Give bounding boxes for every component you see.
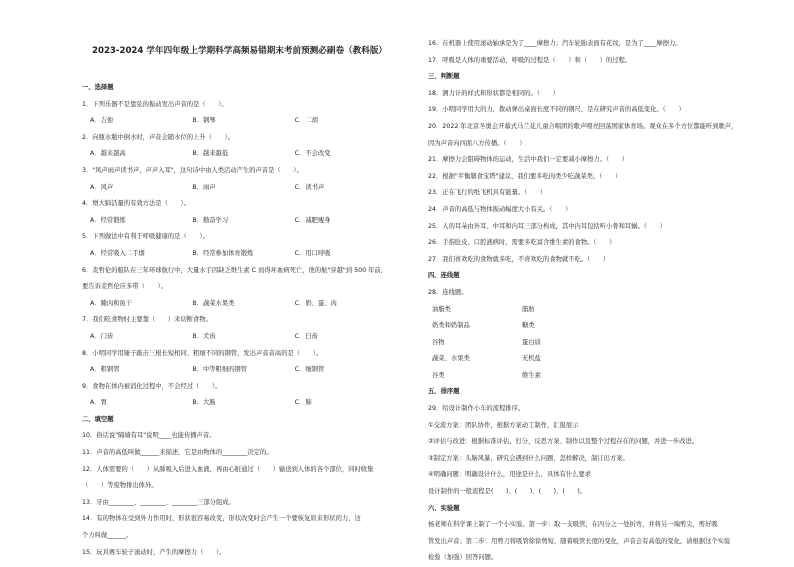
question-line: 20．2022 年北京冬奥会开幕式马兰花儿童合唱团的歌声嘹亮回荡国家体育场。观众在多个方位都能听到歌声， [428,122,738,130]
section-heading: 一、选择题 [82,84,114,91]
question-line: 22．根据"平衡膳食宝塔"建议，我们要多吃肉类少吃蔬菜类。（ ） [428,172,622,180]
question-line: 16．在机器上使用滚动轴承是为了____摩擦力；汽车轮胎表面有花纹，是为了____摩擦力。 [428,40,682,47]
option-item: B．中等粗细的钢管 [192,366,248,374]
answer-options [82,180,397,197]
option-item: C．减肥瘦身 [294,216,331,224]
question-line: 18．测力计的样式和形状都是相同的。（ ） [428,89,559,97]
answer-options [82,146,397,163]
question-line: 1．下列乐器不是靠弦的振动发出声音的是（ ）。 [82,100,228,108]
answer-options [82,213,397,230]
question-line: 因为声音向四面八方传播。（ ） [428,139,526,147]
answer-options [82,113,397,130]
match-left-item: 谷物 [432,338,445,346]
question-line: 杨老师在科学课上制了一个小实验。第一步：取一支吸管，在四分之一处折弯，并将另一端剪尖，剪好吸 [428,521,718,529]
question-line: 5．下列做法中有利于呼吸健康的是（ ）。 [82,233,209,241]
question-line: 21．摩擦力会阻碍物体的运动，生活中我们一定要减小摩擦力。（ ） [428,156,629,164]
question-line: 10．俗话说"隔墙有耳"说明____也能传播声音。 [82,432,216,440]
question-line: ③制定方案：头脑风暴，研究会遇到什么问题，怎样解决，制订出方案。 [428,454,629,462]
option-item: C．用口呼吸 [294,249,331,257]
question-line: 3．"风声雨声读书声，声声入耳"，这句诗中由人类活动产生的声音是（ ）。 [82,166,303,174]
question-line: 管发出声音；第二步：用剪刀将吸管徐徐剪短，随着吸管长度的变化，声音会有高低的变化。请根据这个实验 [428,537,731,545]
question-line: 13．牙由________、________、________三部分组成。 [82,498,235,506]
option-item: C．肺 [294,399,312,407]
match-pair [428,368,758,385]
question-line: ④明确问题：明确设计什么，用途是什么，具体有什么要求 [428,471,592,479]
option-item: C．奶、蛋、肉 [294,299,337,307]
question-line: 7．我们吃食物时主要靠（ ）来切断食物。 [82,316,212,324]
question-line: 9．食物在体内被消化过程中，不会经过（ ）。 [82,382,222,390]
match-pair [428,335,758,352]
question-line: 23．正在飞行的纸飞机具有能量。（ ） [428,189,547,197]
match-left-item: 奶类和奶制品 [432,322,470,330]
question-line: 27．我们喜欢吃的食物就多吃，不喜欢吃的食物就不吃。（ ） [428,255,610,263]
question-line: 个力叫做______。 [82,532,133,540]
section-heading: 四、连线题 [428,272,460,280]
match-pair [428,302,758,319]
option-item: A．越来越高 [90,150,126,158]
question-line: 25．人的耳朵由外耳、中耳和内耳三部分构成，其中内耳包括听小骨和耳蜗。（ ） [428,222,666,230]
option-item: A．腌肉和鱼干 [90,299,133,307]
option-item: B．勤奋学习 [192,216,229,224]
match-pair [428,318,758,335]
question-line: 4．增大肺活量的有效方法是（ ）。 [82,200,190,208]
section-heading: 五、排序题 [428,388,460,396]
match-right-item: 无机盐 [522,355,541,363]
question-line: 6．麦哲伦的船队在三年环球航行中，大量水手因缺乏维生素 C 而得坏血病死亡，他的航"穿越"到 500 年前， [82,266,387,274]
section-heading: 二、填空题 [82,415,114,423]
option-item: B．蔬菜水果类 [192,299,235,307]
question-line: 24．声音的高低与物体振动幅度大小有关。（ ） [428,205,572,213]
question-line: 19．小明同学用大的力，拨动弹出桌面长度不同的钢尺，是在研究声音的高低变化。（ ） [428,106,685,114]
option-item: A．风声 [90,183,114,191]
option-item: A．经常吸入二手烟 [90,249,145,257]
question-line: ②评估与改进：根据标准评估、打分，反思方案、制作以及整个过程存在的问题，并进一步改进。 [428,438,699,446]
match-pair [428,351,758,368]
match-right-item: 维生素 [522,371,541,379]
question-line: （ ）等废物排出体外。 [82,482,158,490]
question-line: 17．呼吸是人体的重要活动，呼吸的过程是（ ）和（ ）的过程。 [428,56,632,64]
option-item: C．二胡 [294,117,318,125]
option-item: B．越来越低 [192,150,229,158]
option-item: A．粗钢管 [90,366,120,374]
match-right-item: 糖类 [522,322,535,330]
option-item: B．钢琴 [192,117,216,125]
question-line: 28．连线题。 [428,288,468,296]
spacer [82,36,397,80]
option-item: B．经常参加体育锻炼 [192,249,254,257]
match-left-item: 谷类 [432,371,445,379]
question-line: 检验（加强）回答问题。 [428,554,498,562]
option-item: A．门齿 [90,332,114,340]
option-item: C．不会改变 [294,150,331,158]
question-line: 11．声音的高低叫做______来描述，它是由物体的________决定的。 [82,449,273,457]
option-item: B．雨声 [192,183,216,191]
section-heading: 三、判断题 [428,73,460,81]
match-right-item: 脂肪 [522,305,535,313]
exam-title: 2023-2024 学年四年级上学期科学高频易错期末考前预测必刷卷（教科版） [91,46,388,56]
match-left-item: 油脂类 [432,305,451,313]
question-line: 2．向瓶水瓶中倒水时，声音会随水位的上升（ ）。 [82,133,234,141]
answer-options [82,395,397,412]
right-column [428,36,758,567]
question-line: 15．玩具赛车轮子滚动时，产生的摩擦力（ ）。 [82,548,226,556]
option-item: A．胃 [90,399,107,407]
option-item: A．吉他 [90,117,114,125]
question-line: 设计制作的一般流程是( )、( )、( )、( )。 [428,488,587,496]
match-right-item: 蛋白质 [522,338,541,346]
question-line: 26．手指肚皮、口腔液病时，需要多吃富含维生素的食物。（ ） [428,239,616,247]
section-heading: 六、实验题 [428,504,460,512]
answer-options [82,362,397,379]
answer-options [82,329,397,346]
question-line: 要告诉麦哲伦应多带（ ）。 [82,283,168,291]
question-line: 29．给设计制作小车的流程排序。 [428,405,525,413]
answer-options [82,246,397,263]
option-item: C．臼齿 [294,332,318,340]
question-line: 14．有的物体在受到外力作用时，形状很容易改变，形状改变时会产生一个要恢复原来形状的力，这 [82,515,361,523]
option-item: A．经常锻炼 [90,216,126,224]
match-left-item: 蔬菜、水果类 [432,355,470,363]
option-item: B．大肠 [192,399,216,407]
question-line: 8．小明同学用锤子敲击三根长短相同、粗细不同的钢管，发出声音音高的是（ ）。 [82,349,323,357]
left-column [82,36,397,561]
answer-options [82,296,397,313]
option-item: C．读书声 [294,183,325,191]
option-item: C．细钢管 [294,366,325,374]
question-line: ①交流方案：团队协作，根据方案动工制作，汇报展示 [428,421,579,429]
question-line: 12．人体需要的（ ）从肺吸入后进入血液，再由心脏通过（ ）输送到人体的各个部位，同时收集 [82,465,374,473]
option-item: B．犬齿 [192,332,216,340]
